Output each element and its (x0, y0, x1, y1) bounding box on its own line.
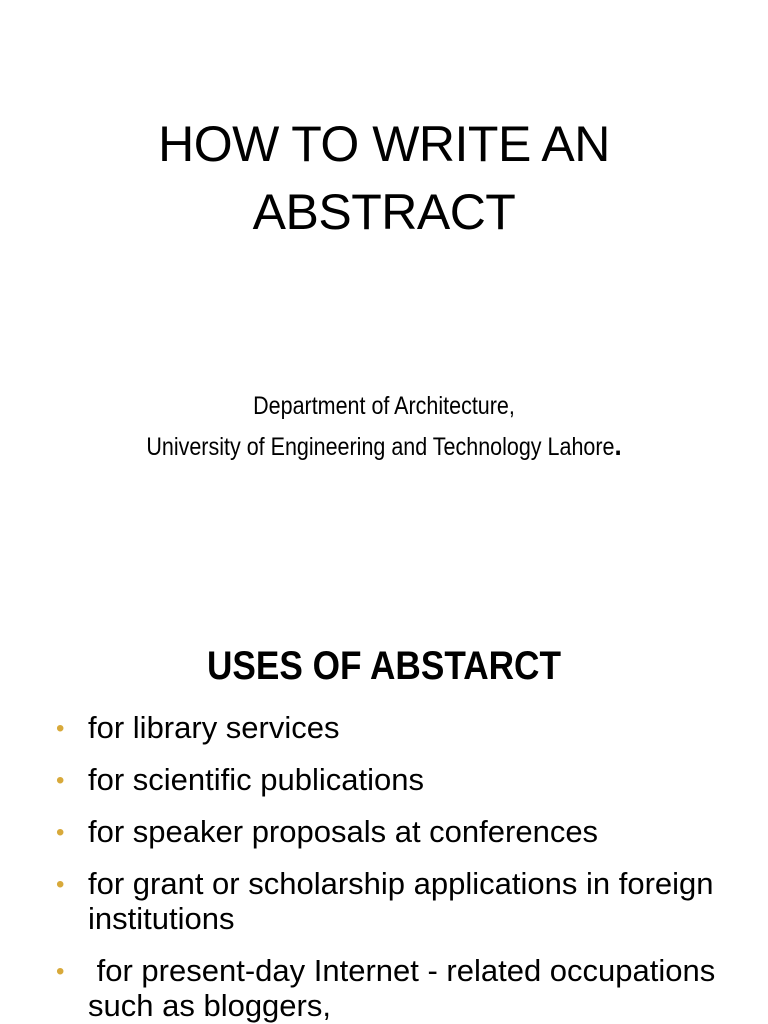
title-line-1: HOW TO WRITE AN (158, 116, 610, 172)
university-line (54, 426, 714, 467)
list-item-text: for library services (88, 710, 340, 745)
bullet-icon: • (56, 871, 65, 898)
list-item (56, 762, 746, 797)
page-title (0, 110, 768, 246)
list-item-text: for present-day Internet - related occupations such as bloggers, (88, 953, 724, 1023)
list-item-text: for grant or scholarship applications in foreign institutions (88, 866, 714, 936)
title-line-2: ABSTRACT (252, 184, 516, 240)
list-item-text: for scientific publications (88, 762, 424, 797)
slide-uses (0, 576, 768, 1024)
subtitle (54, 386, 714, 467)
department-line (54, 386, 714, 426)
list-item (56, 710, 746, 745)
list-item-text: for speaker proposals at conferences (88, 814, 599, 849)
list-item (56, 953, 746, 1023)
section-heading: USES OF ABSTARCT (207, 644, 561, 688)
bullet-list (56, 710, 746, 1024)
bullet-icon: • (56, 715, 65, 742)
department-text: Department of Architecture, (253, 392, 515, 420)
bullet-icon: • (56, 819, 65, 846)
list-item (56, 866, 746, 936)
subtitle-period: . (614, 429, 622, 462)
bullet-icon: • (56, 767, 65, 794)
university-text: University of Engineering and Technology Lahore (146, 433, 615, 461)
list-item (56, 814, 746, 849)
bullet-icon: • (56, 958, 65, 985)
